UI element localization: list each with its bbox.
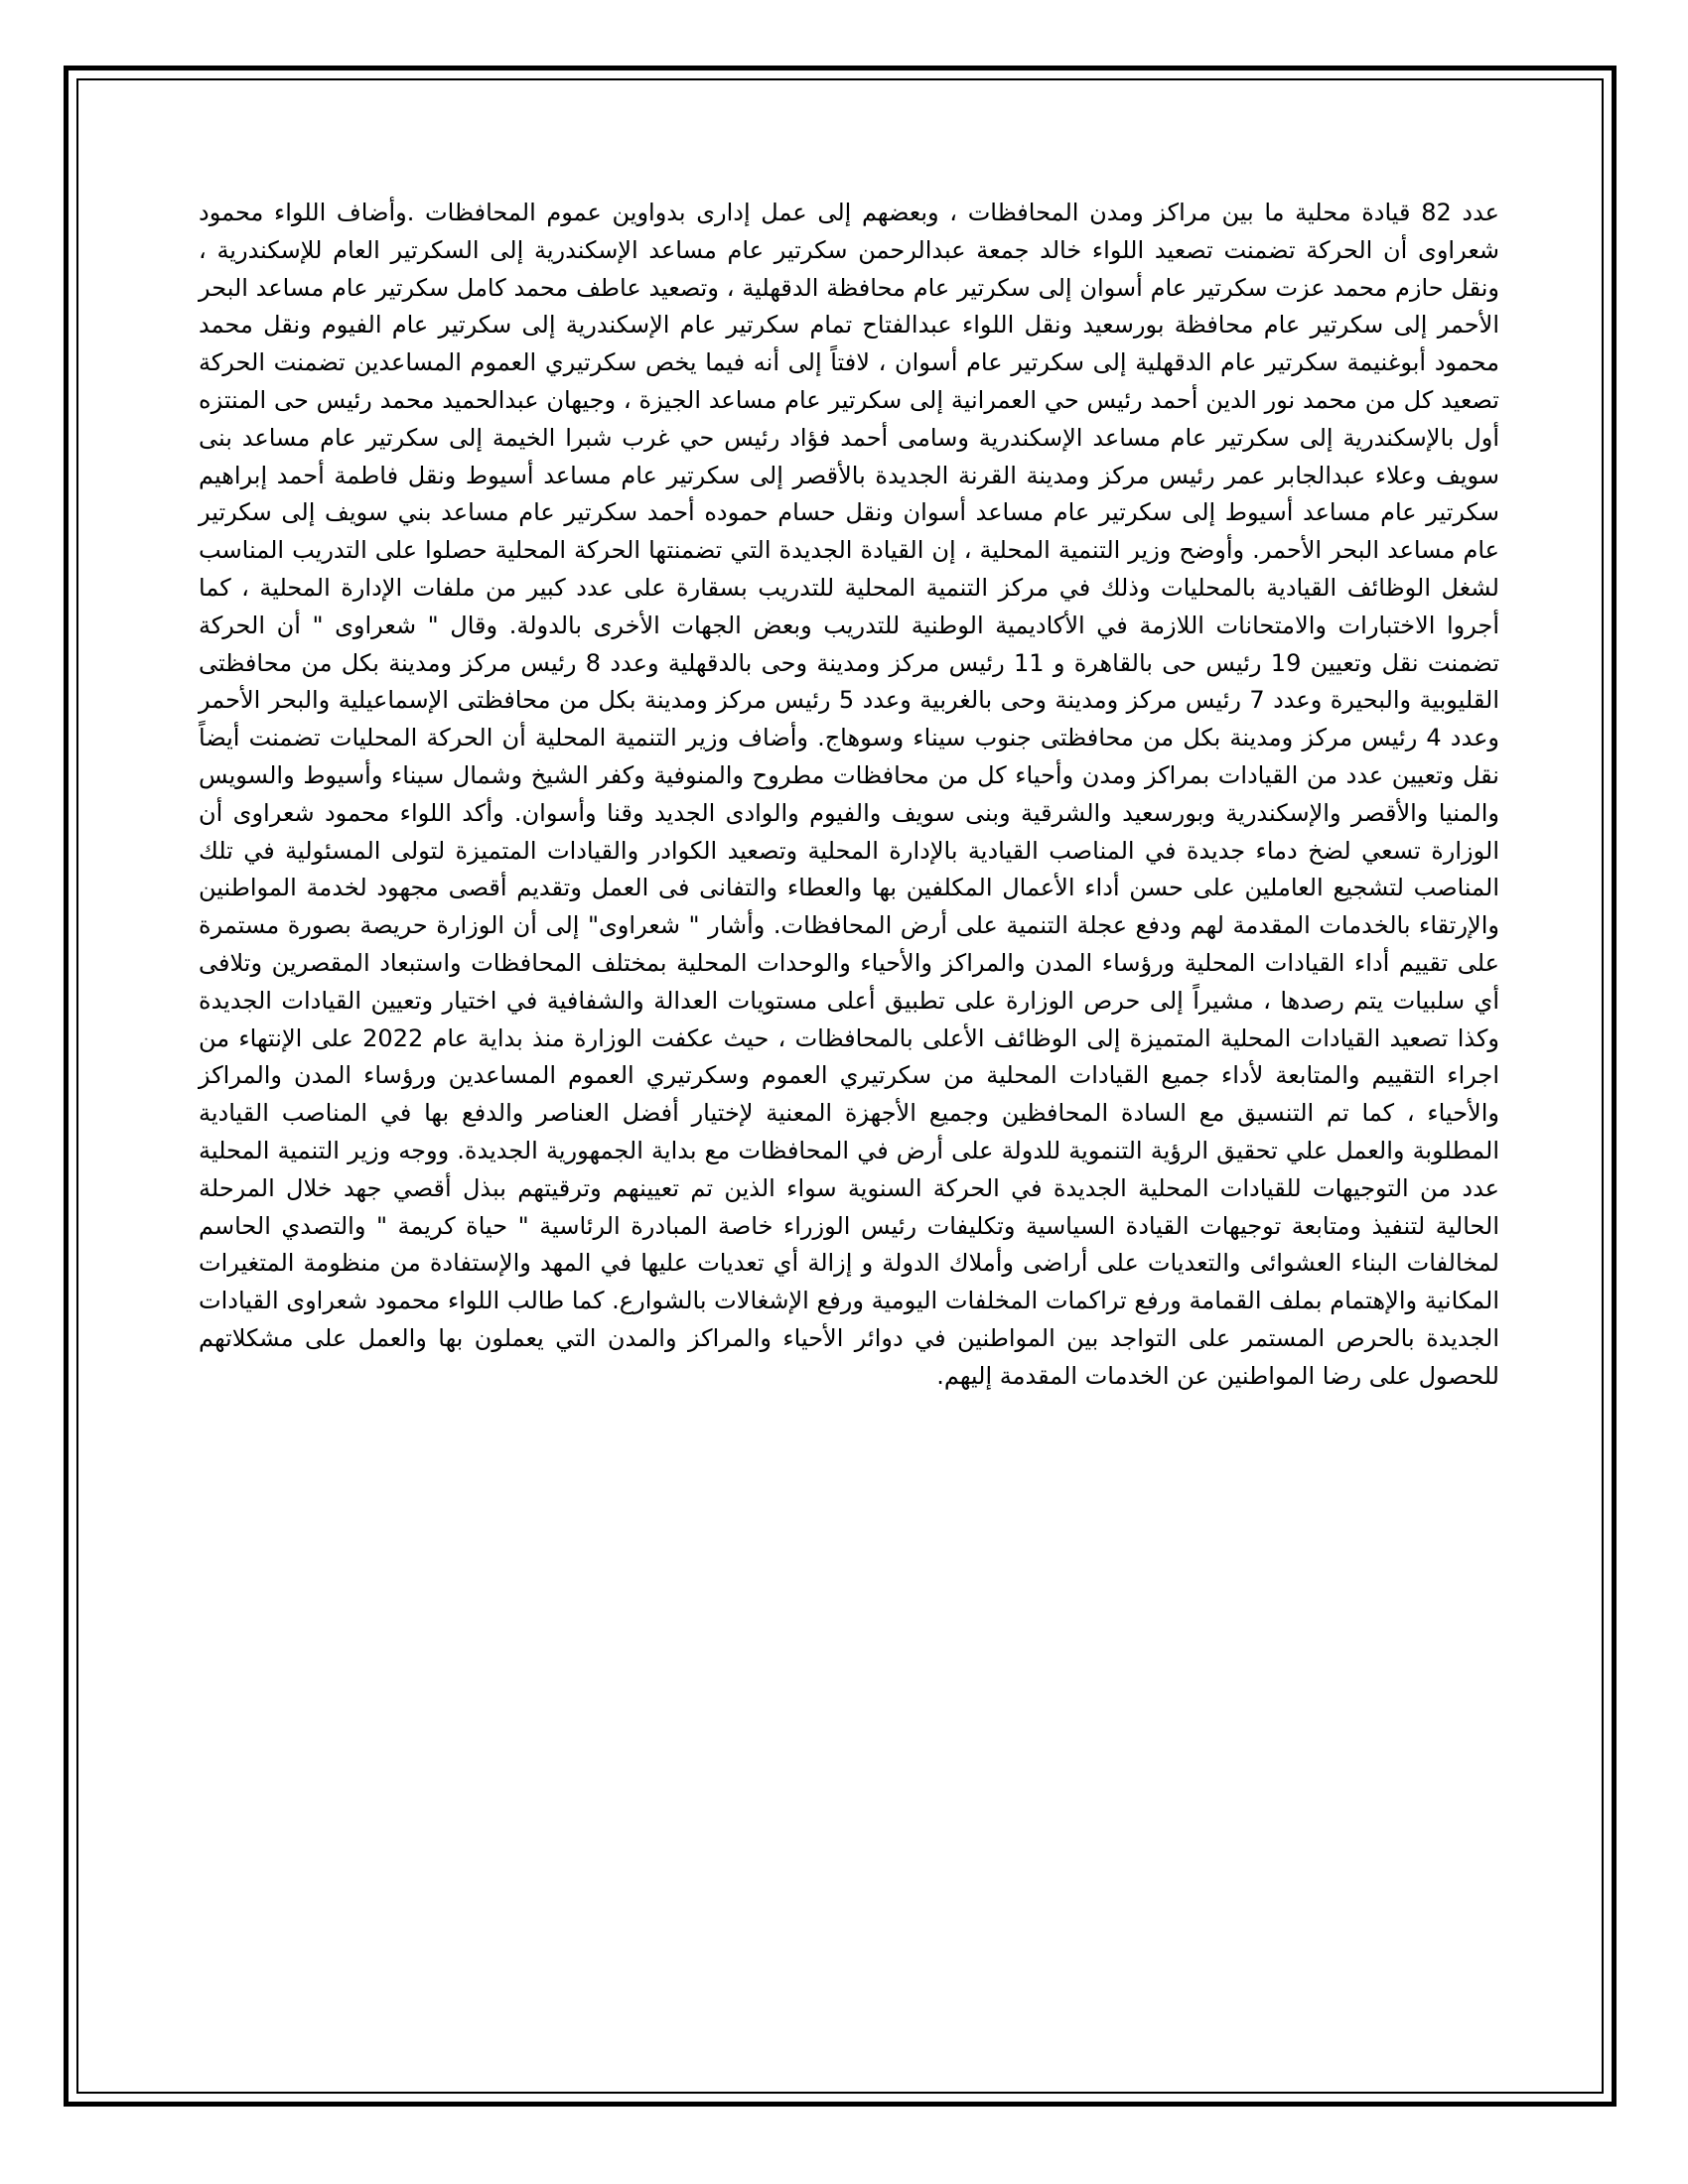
article-body-paragraph: عدد 82 قيادة محلية ما بين مراكز ومدن المحافظات ، وبعضهم إلى عمل إدارى بدواوين عموم المحافظات .وأضاف اللواء محمود شعراوى أن الحركة تضمنت تصعيد اللواء خالد جمعة عبدالرحمن سكرتير عام مساعد الإسكندرية إلى السكرتير العام للإسكندرية ، ونقل حازم محمد عزت سكرتير عام أسوان إلى سكرتير عام محافظة الدقهلية ، وتصعيد عاطف محمد كامل سكرتير عام مساعد البحر الأحمر إلى سكرتير عام محافظة بورسعيد ونقل اللواء عبدالفتاح تمام سكرتير عام الإسكندرية إلى سكرتير عام الفيوم ونقل محمد محمود أبوغنيمة سكرتير عام الدقهلية إلى سكرتير عام أسوان ، لافتاً إلى أنه فيما يخص سكرتيري العموم المساعدين تضمنت الحركة تصعيد كل من محمد نور الدين أحمد رئيس حي العمرانية إلى سكرتير عام مساعد الجيزة ، وجيهان عبدالحميد محمد رئيس حى المنتزه أول بالإسكندرية إلى سكرتير عام مساعد الإسكندرية وسامى أحمد فؤاد رئيس حي غرب شبرا الخيمة إلى سكرتير عام مساعد بنى سويف وعلاء عبدالجابر عمر رئيس مركز ومدينة القرنة الجديدة بالأقصر إلى سكرتير عام مساعد أسيوط ونقل فاطمة أحمد إبراهيم سكرتير عام مساعد أسيوط إلى سكرتير عام مساعد أسوان ونقل حسام حموده أحمد سكرتير عام مساعد بني سويف إلى سكرتير عام مساعد البحر الأحمر. وأوضح وزير التنمية المحلية ، إن القيادة الجديدة التي تضمنتها الحركة المحلية حصلوا على التدريب المناسب لشغل الوظائف القيادية بالمحليات وذلك في مركز التنمية المحلية للتدريب بسقارة على عدد كبير من ملفات الإدارة المحلية ، كما أجروا الاختبارات والامتحانات اللازمة في الأكاديمية الوطنية للتدريب وبعض الجهات الأخرى بالدولة. وقال " شعراوى " أن الحركة تضمنت نقل وتعيين 19 رئيس حى بالقاهرة و 11 رئيس مركز ومدينة وحى بالدقهلية وعدد 8 رئيس مركز ومدينة بكل من محافظتى القليوبية والبحيرة وعدد 7 رئيس مركز ومدينة وحى بالغربية وعدد 5 رئيس مركز ومدينة بكل من محافظتى الإسماعيلية والبحر الأحمر وعدد 4 رئيس مركز ومدينة بكل من محافظتى جنوب سيناء وسوهاج. وأضاف وزير التنمية المحلية أن الحركة المحليات تضمنت أيضاً نقل وتعيين عدد من القيادات بمراكز ومدن وأحياء كل من محافظات مطروح والمنوفية وكفر الشيخ وشمال سيناء وأسيوط والسويس والمنيا والأقصر والإسكندرية وبورسعيد والشرقية وبنى سويف والفيوم والوادى الجديد وقنا وأسوان. وأكد اللواء محمود شعراوى أن الوزارة تسعي لضخ دماء جديدة في المناصب القيادية بالإدارة المحلية وتصعيد الكوادر والقيادات المتميزة لتولى المسئولية في تلك المناصب لتشجيع العاملين على حسن أداء الأعمال المكلفين بها والعطاء والتفانى فى العمل وتقديم أقصى مجهود لخدمة المواطنين والإرتقاء بالخدمات المقدمة لهم ودفع عجلة التنمية على أرض المحافظات. وأشار " شعراوى" إلى أن الوزارة حريصة بصورة مستمرة على تقييم أداء القيادات المحلية ورؤساء المدن والمراكز والأحياء والوحدات المحلية بمختلف المحافظات واستبعاد المقصرين وتلافى أي سلبيات يتم رصدها ، مشيراً إلى حرص الوزارة على تطبيق أعلى مستويات العدالة والشفافية في اختيار وتعيين القيادات الجديدة وكذا تصعيد القيادات المحلية المتميزة إلى الوظائف الأعلى بالمحافظات ، حيث عكفت الوزارة منذ بداية عام 2022 على الإنتهاء من اجراء التقييم والمتابعة لأداء جميع القيادات المحلية من سكرتيري العموم وسكرتيري العموم المساعدين ورؤساء المدن والمراكز والأحياء ، كما تم التنسيق مع السادة المحافظين وجميع الأجهزة المعنية لإختيار أفضل العناصر والدفع بها في المناصب القيادية المطلوبة والعمل علي تحقيق الرؤية التنموية للدولة على أرض في المحافظات مع بداية الجمهورية الجديدة. ووجه وزير التنمية المحلية عدد من التوجيهات للقيادات المحلية الجديدة في الحركة السنوية سواء الذين تم تعيينهم وترقيتهم ببذل أقصي جهد خلال المرحلة الحالية لتنفيذ ومتابعة توجيهات القيادة السياسية وتكليفات رئيس الوزراء خاصة المبادرة الرئاسية " حياة كريمة " والتصدي الحاسم لمخالفات البناء العشوائى والتعديات على أراضى وأملاك الدولة و إزالة أي تعديات عليها في المهد والإستفادة من منظومة المتغيرات المكانية والإهتمام بملف القمامة ورفع تراكمات المخلفات اليومية ورفع الإشغالات بالشوارع. كما طالب اللواء محمود شعراوى القيادات الجديدة بالحرص المستمر على التواجد بين المواطنين في دوائر الأحياء والمراكز والمدن التي يعملون بها والعمل على مشكلاتهم للحصول على رضا المواطنين عن الخدمات المقدمة إليهم. — [199, 199, 1500, 1390]
